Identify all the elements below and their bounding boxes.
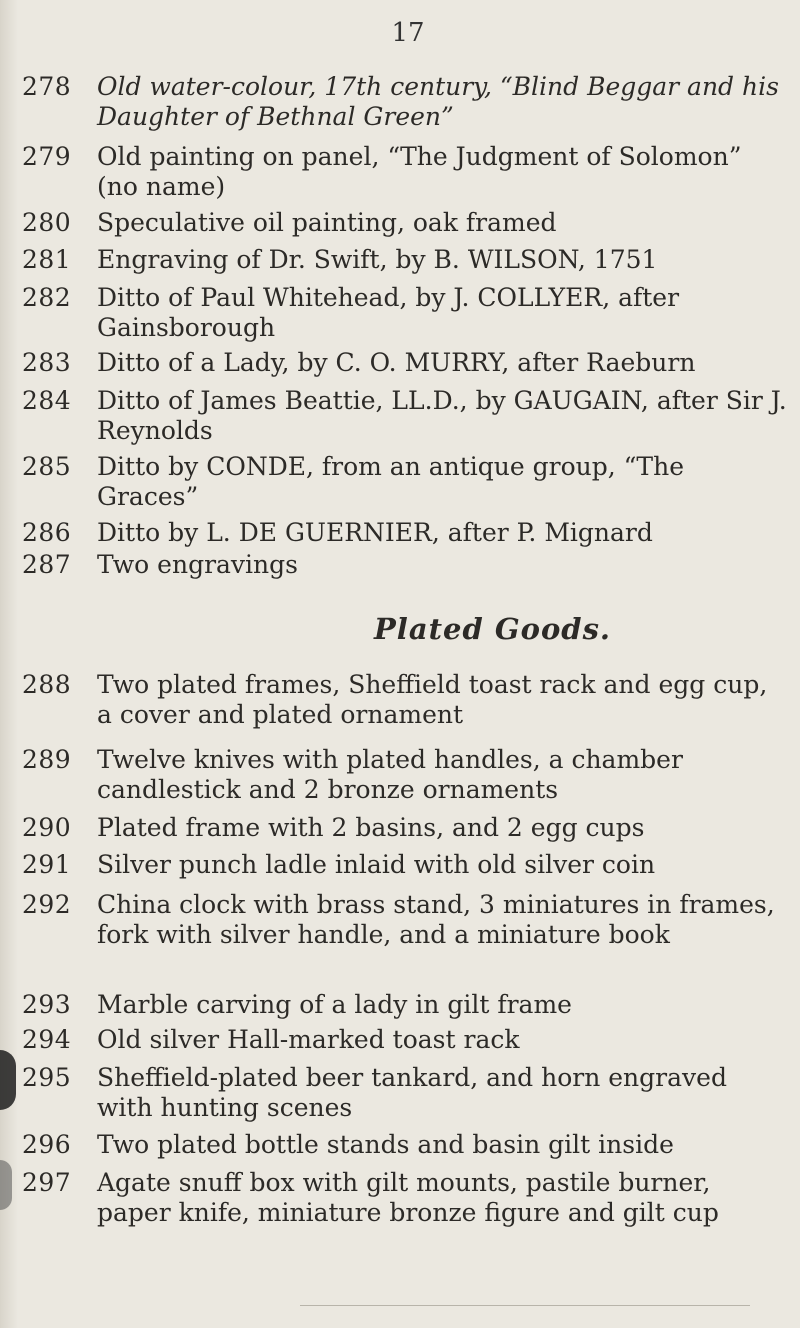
ink-blot: [0, 1160, 12, 1210]
lot-number: 286: [22, 518, 72, 547]
lot-number: 292: [22, 890, 72, 919]
lot-description: China clock with brass stand, 3 miniatures in frames, fork with silver handle, and a miniature book: [97, 890, 775, 949]
lot-number: 291: [22, 850, 72, 879]
lot-number: 296: [22, 1130, 72, 1159]
lot-number: 295: [22, 1063, 72, 1092]
lot-description: Two engravings: [97, 550, 298, 579]
lot-number: 294: [22, 1025, 72, 1054]
lot-number: 284: [22, 386, 72, 415]
lot-number: 290: [22, 813, 72, 842]
lot-number: 297: [22, 1168, 72, 1197]
lot-number: 287: [22, 550, 72, 579]
lot-number: 289: [22, 745, 72, 774]
lot-description: Marble carving of a lady in gilt frame: [97, 990, 572, 1019]
lot-description: Old water-colour, 17th century, “Blind Beggar and his Daughter of Bethnal Green”: [97, 72, 779, 131]
lot-description: Two plated frames, Sheffield toast rack and egg cup, a cover and plated ornament: [97, 670, 768, 729]
lot-number: 293: [22, 990, 72, 1019]
lot-description: Ditto of a Lady, by C. O. MURRY, after Raeburn: [97, 348, 696, 377]
lot-description: Ditto by CONDE, from an antique group, “The Graces”: [97, 452, 684, 511]
lot-number: 285: [22, 452, 72, 481]
page-number: 17: [391, 18, 425, 48]
lot-number: 278: [22, 72, 72, 101]
lot-description: Speculative oil painting, oak framed: [97, 208, 557, 237]
lot-number: 280: [22, 208, 72, 237]
lot-number: 282: [22, 283, 72, 312]
lot-description: Old silver Hall-marked toast rack: [97, 1025, 520, 1054]
lot-description: Ditto of Paul Whitehead, by J. COLLYER, after Gainsborough: [97, 283, 680, 342]
lot-description: Two plated bottle stands and basin gilt inside: [97, 1130, 674, 1159]
lot-description: Sheffield-plated beer tankard, and horn engraved with hunting scenes: [97, 1063, 727, 1122]
lot-description: Plated frame with 2 basins, and 2 egg cups: [97, 813, 645, 842]
lot-number: 283: [22, 348, 72, 377]
lot-description: Engraving of Dr. Swift, by B. WILSON, 1751: [97, 245, 658, 274]
lot-description: Agate snuff box with gilt mounts, pastile burner, paper knife, miniature bronze figure and gilt cup: [97, 1168, 719, 1227]
lot-description: Ditto of James Beattie, LL.D., by GAUGAIN, after Sir J. Reynolds: [97, 386, 787, 445]
lot-description: Silver punch ladle inlaid with old silver coin: [97, 850, 656, 879]
lot-number: 279: [22, 142, 72, 171]
lot-number: 281: [22, 245, 72, 274]
ink-blot: [0, 1050, 16, 1110]
closing-rule: [300, 1305, 750, 1306]
lot-description: Old painting on panel, “The Judgment of Solomon” (no name): [97, 142, 742, 201]
lot-description: Ditto by L. DE GUERNIER, after P. Mignard: [97, 518, 653, 547]
lot-number: 288: [22, 670, 72, 699]
page-edge-shadow: [0, 0, 18, 1328]
section-heading: Plated Goods.: [374, 612, 611, 646]
lot-description: Twelve knives with plated handles, a chamber candlestick and 2 bronze ornaments: [97, 745, 683, 804]
